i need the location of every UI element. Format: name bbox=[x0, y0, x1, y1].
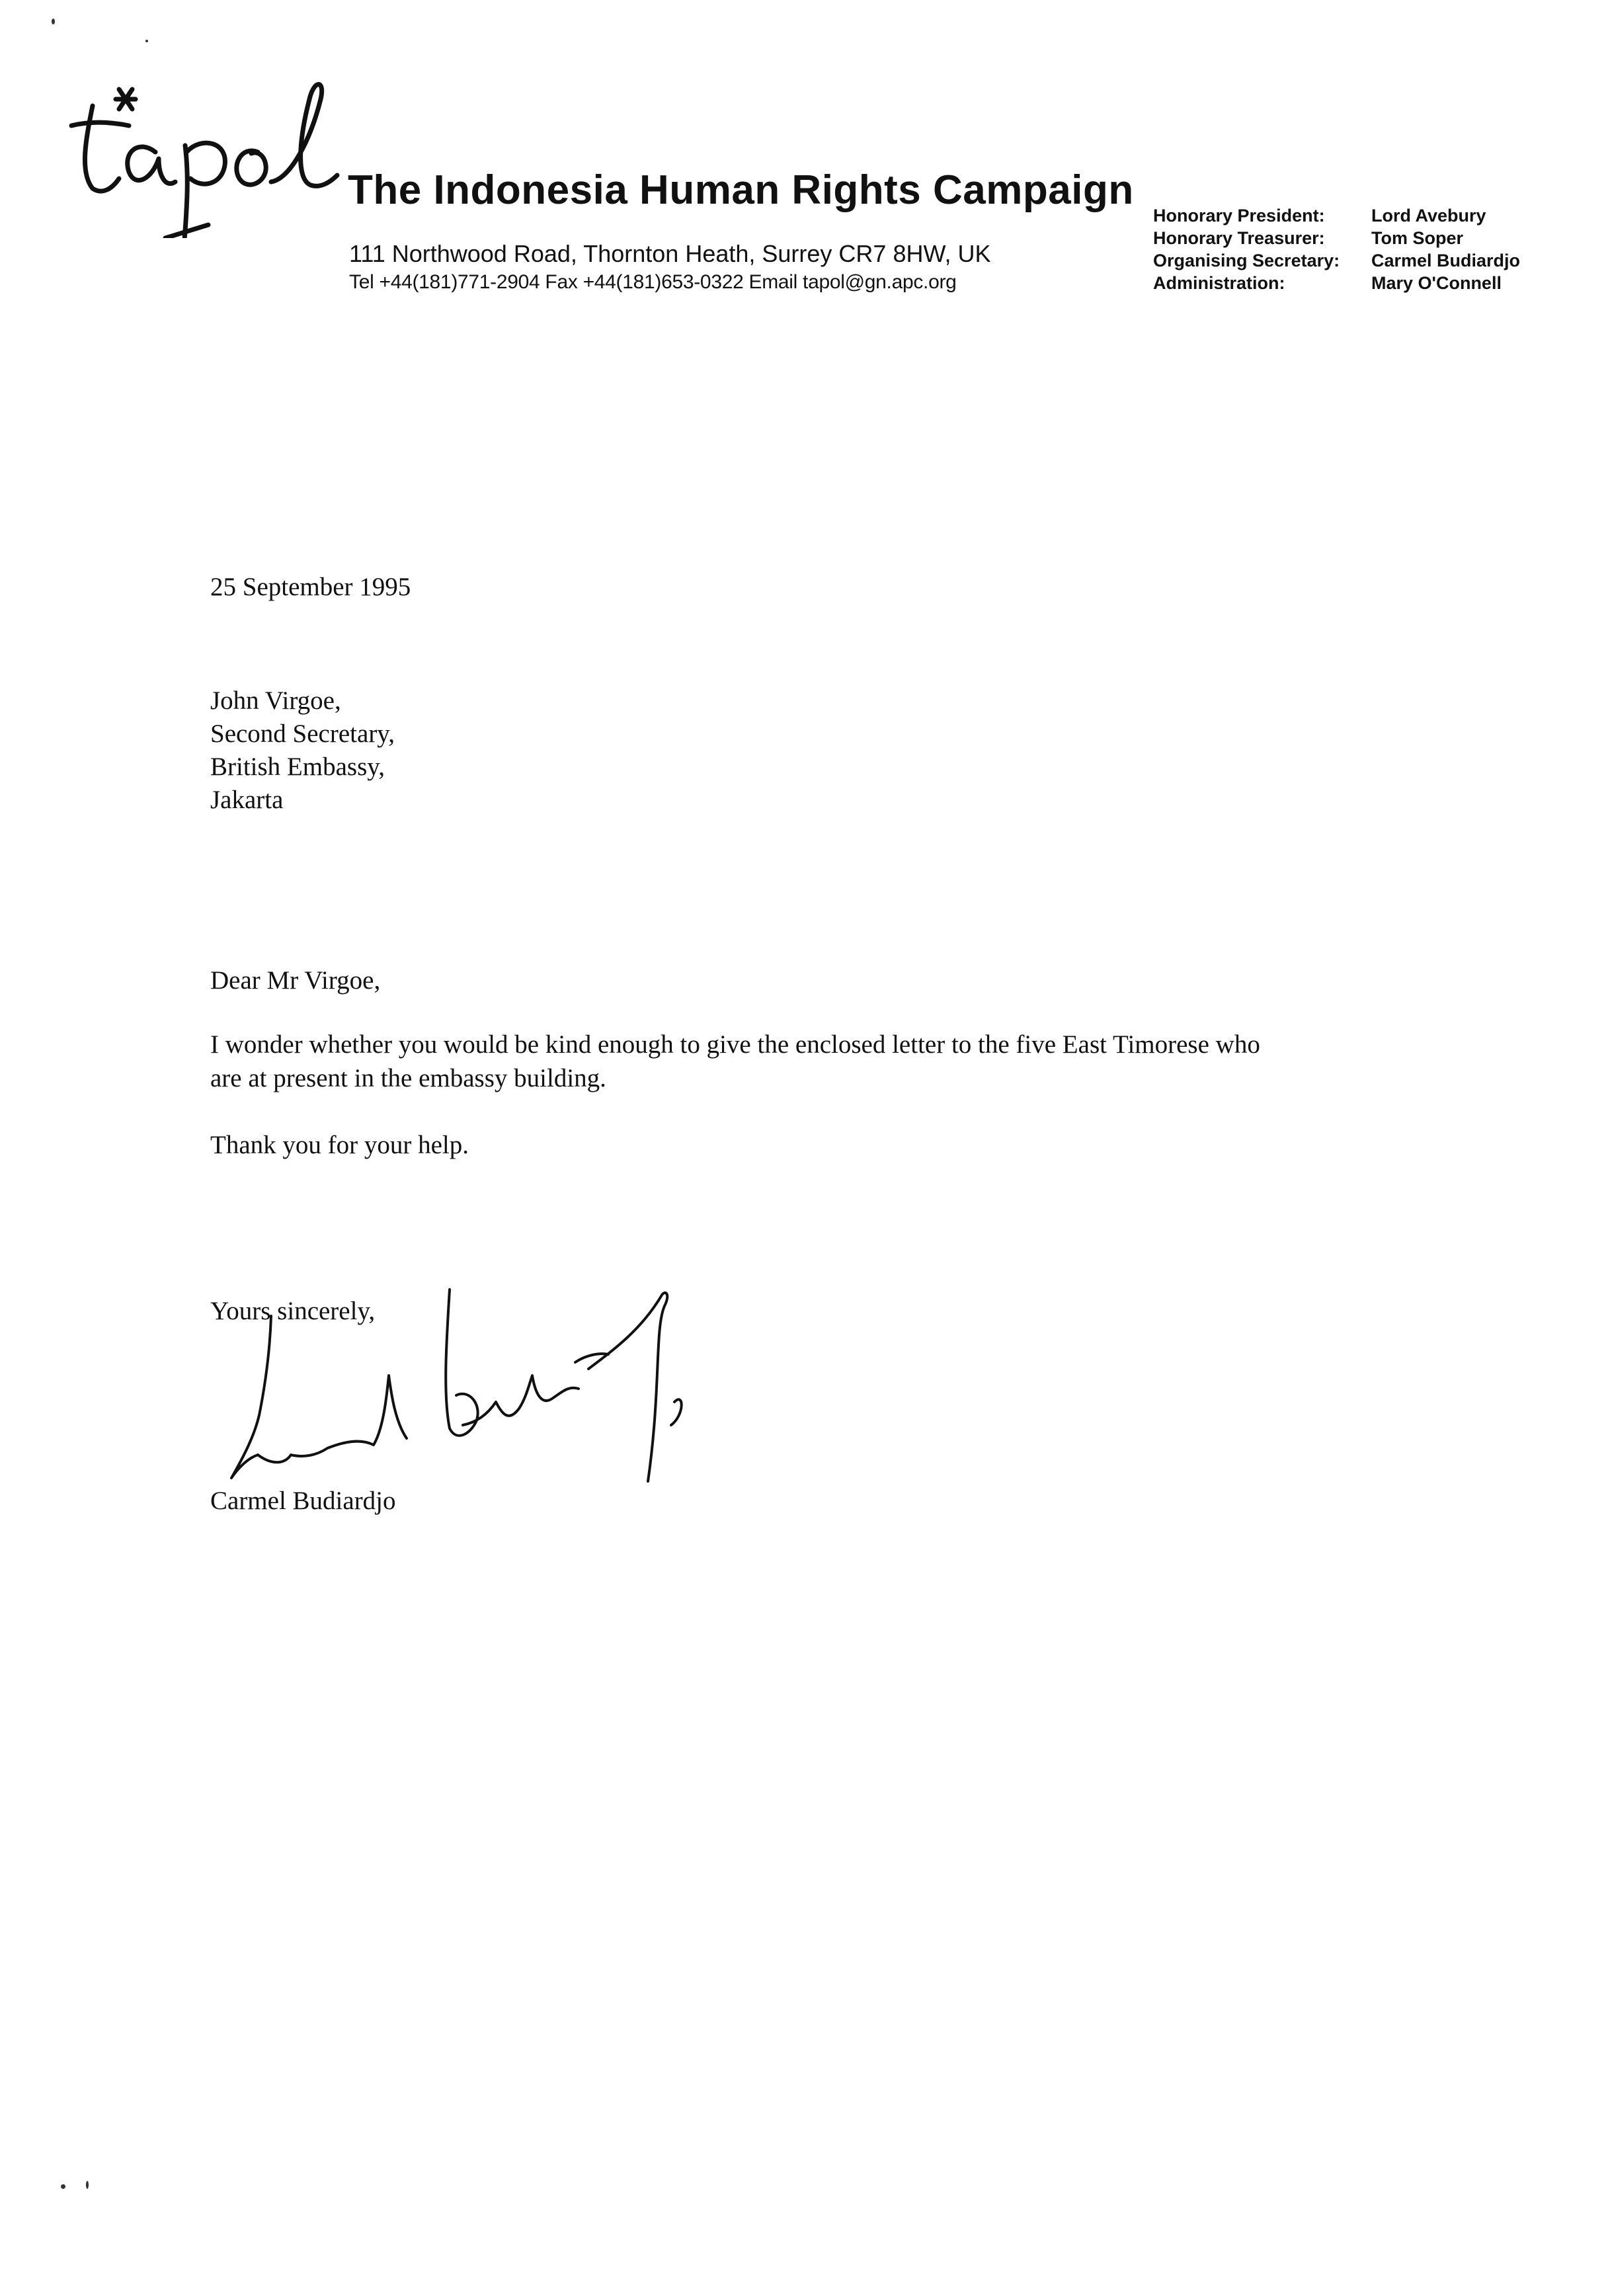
letter-date: 25 September 1995 bbox=[210, 573, 411, 601]
officer-role: Administration: bbox=[1153, 273, 1285, 293]
scan-speck bbox=[61, 2184, 65, 2189]
recipient-line: Second Secretary, bbox=[210, 719, 395, 748]
tapol-logo bbox=[66, 60, 344, 238]
org-contact: Tel +44(181)771-2904 Fax +44(181)653-0322 Email tapol@gn.apc.org bbox=[349, 271, 957, 293]
org-name: The Indonesia Human Rights Campaign bbox=[348, 167, 1134, 213]
signature-name: Carmel Budiardjo bbox=[210, 1487, 396, 1515]
scan-speck bbox=[52, 19, 55, 24]
officer-role: Honorary President: bbox=[1153, 206, 1325, 226]
recipient-line: Jakarta bbox=[210, 786, 284, 814]
scan-speck bbox=[145, 40, 148, 42]
thanks-line: Thank you for your help. bbox=[210, 1131, 469, 1159]
officer-name: Carmel Budiardjo bbox=[1371, 251, 1521, 270]
officer-name: Mary O'Connell bbox=[1371, 273, 1502, 293]
body-line: I wonder whether you would be kind enough to give the enclosed letter to the five East Timorese who bbox=[210, 1030, 1260, 1059]
recipient-line: British Embassy, bbox=[210, 753, 385, 781]
officer-role: Honorary Treasurer: bbox=[1153, 228, 1325, 248]
officer-role: Organising Secretary: bbox=[1153, 251, 1340, 270]
closing: Yours sincerely, bbox=[210, 1297, 376, 1325]
scan-speck bbox=[86, 2181, 89, 2189]
org-address: 111 Northwood Road, Thornton Heath, Surrey CR7 8HW, UK bbox=[349, 240, 991, 267]
officer-name: Tom Soper bbox=[1371, 228, 1464, 248]
body-line: are at present in the embassy building. bbox=[210, 1064, 606, 1092]
salutation: Dear Mr Virgoe, bbox=[210, 966, 381, 995]
recipient-line: John Virgoe, bbox=[210, 686, 341, 715]
officer-name: Lord Avebury bbox=[1371, 206, 1486, 226]
handwritten-signature bbox=[218, 1256, 747, 1501]
